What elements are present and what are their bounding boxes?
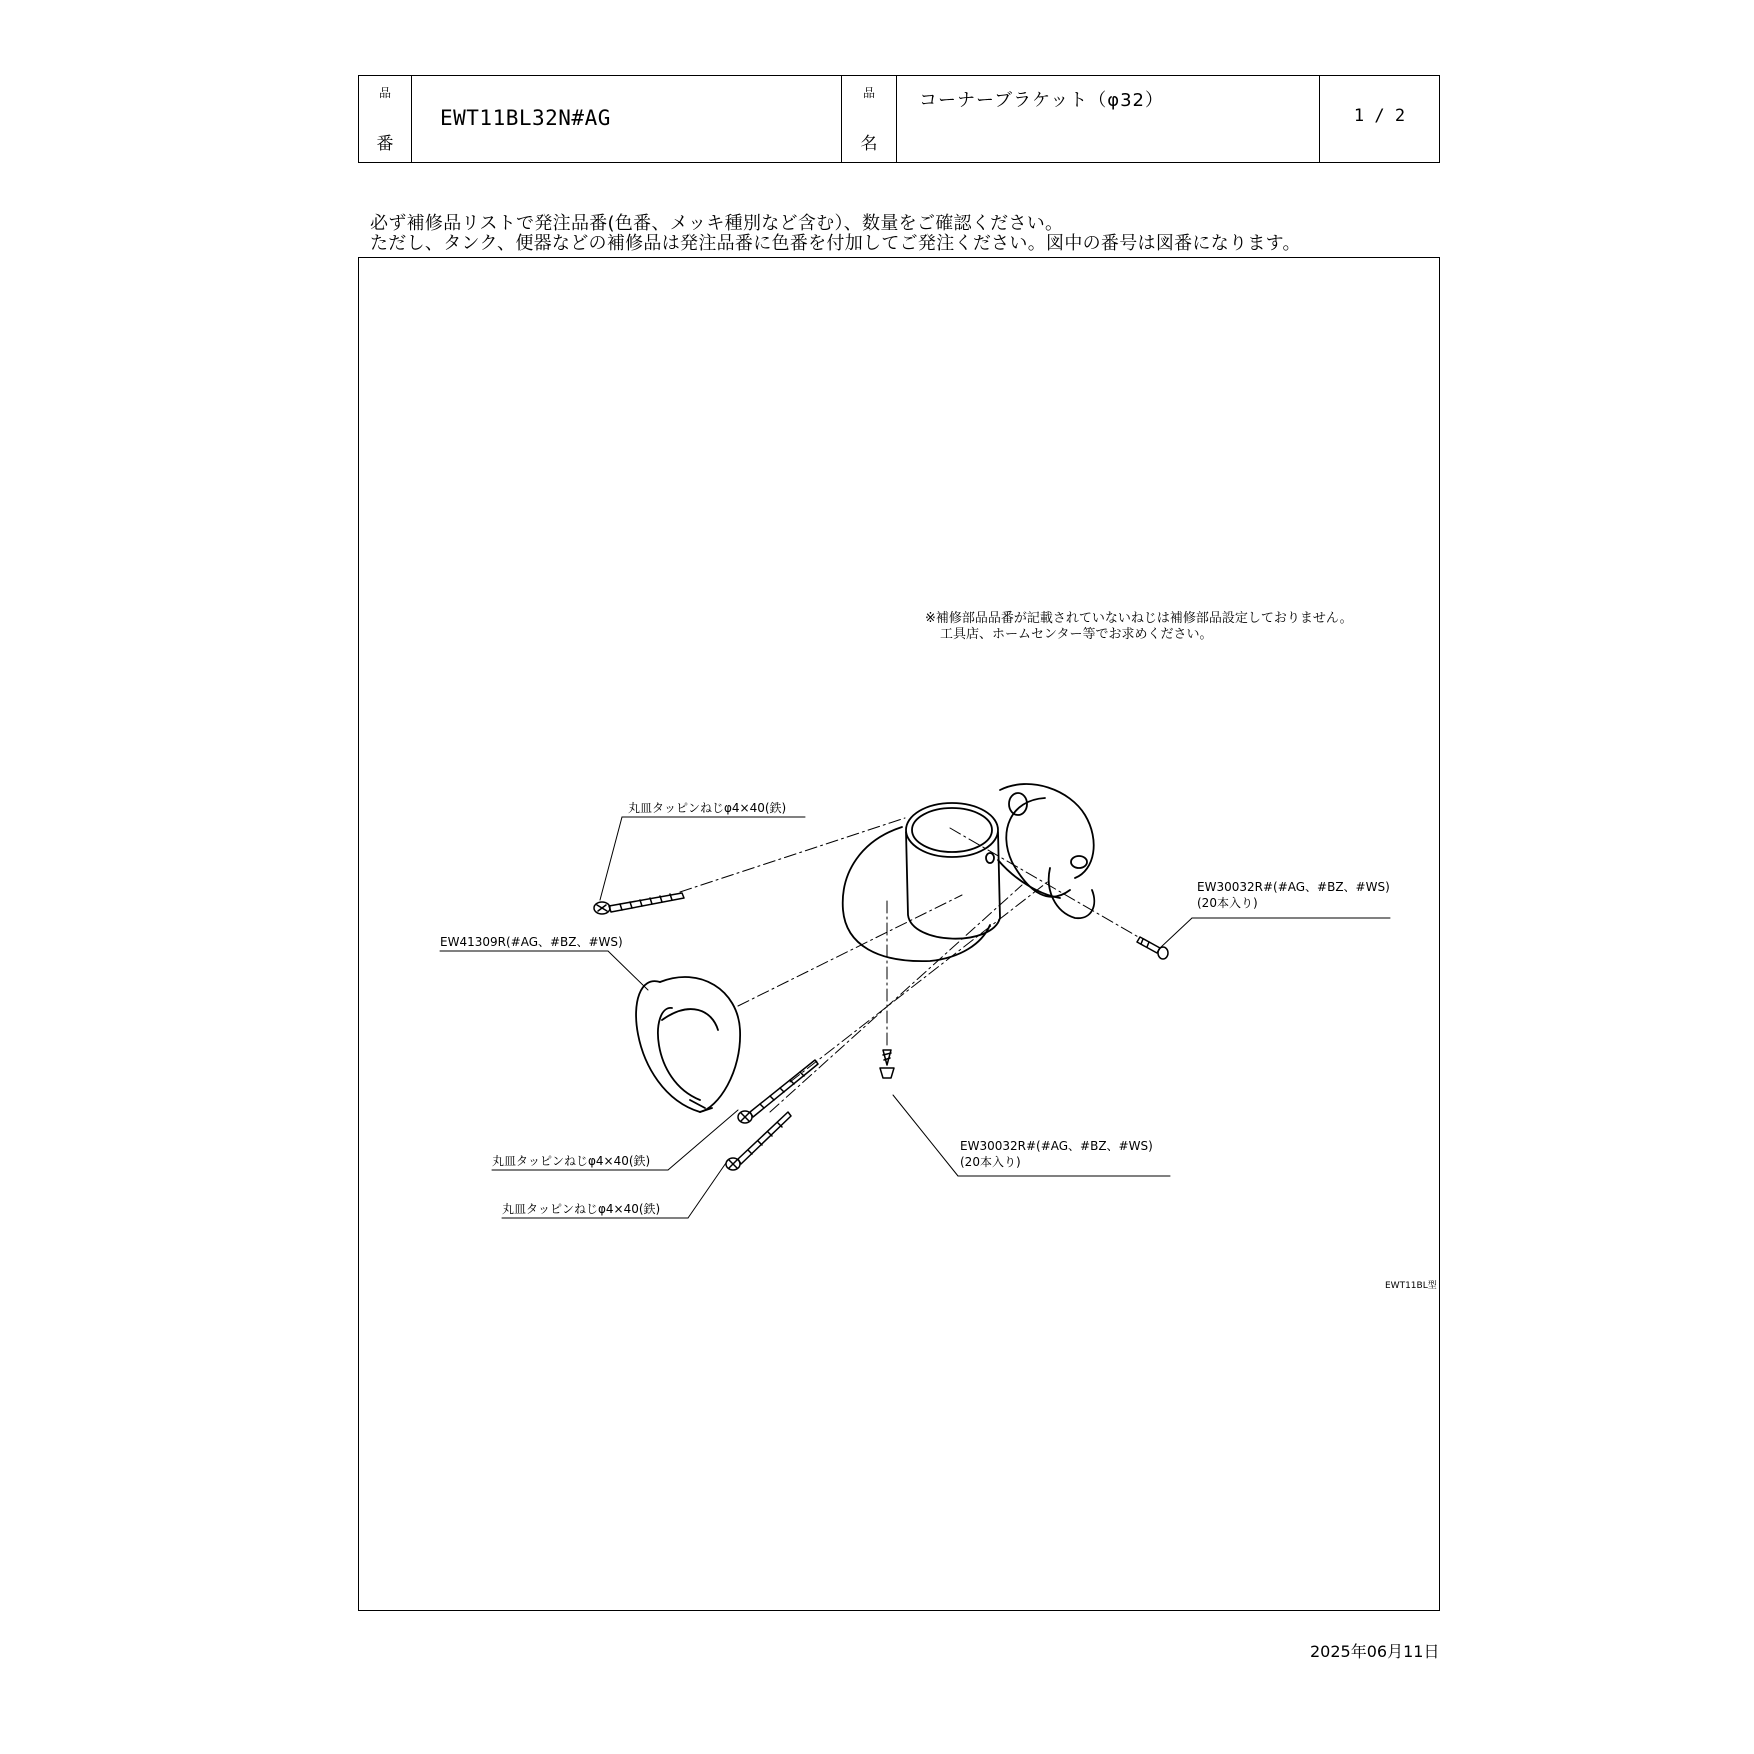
label-bottom-qty: (20本入り): [960, 1155, 1021, 1169]
label-screw-top: 丸皿タッピンねじφ4×40(鉄): [628, 801, 787, 815]
issue-date: 2025年06月11日: [1310, 1642, 1440, 1661]
notice-line-2: ただし、タンク、便器などの補修品は発注品番に色番を付加してご発注ください。図中の番号は図番になります。: [370, 233, 1301, 254]
diagram-note-line-2: 工具店、ホームセンター等でお求めください。: [940, 627, 1213, 642]
screw-mid: [738, 1060, 818, 1123]
notice-line-1: 必ず補修品リストで発注品番(色番、メッキ種別など含む）、数量をご確認ください。: [370, 213, 1064, 234]
screw-low: [726, 1112, 791, 1170]
part-number-label-top: 品: [378, 86, 391, 100]
label-right-qty: (20本入り): [1197, 896, 1258, 910]
label-bottom-part: EW30032R#(#AG、#BZ、#WS): [960, 1139, 1153, 1153]
screw-top: [594, 893, 684, 914]
label-screw-low: 丸皿タッピンねじφ4×40(鉄): [502, 1202, 661, 1216]
part-name-label-top: 品: [862, 86, 875, 100]
end-cap: [636, 977, 740, 1112]
part-number-label-bottom: 番: [376, 134, 394, 154]
part-number: EWT11BL32N#AG: [440, 106, 611, 130]
part-name-label-bottom: 名: [860, 134, 878, 154]
screw-right: [1137, 937, 1168, 959]
label-screw-mid: 丸皿タッピンねじφ4×40(鉄): [492, 1154, 651, 1168]
part-name: コーナーブラケット（φ32）: [919, 90, 1164, 111]
model-tag: EWT11BL型: [1385, 1281, 1437, 1291]
label-right-part: EW30032R#(#AG、#BZ、#WS): [1197, 880, 1390, 894]
label-end-cap: EW41309R(#AG、#BZ、#WS): [440, 935, 623, 949]
screw-bottom: [880, 1050, 894, 1078]
corner-bracket: [843, 784, 1095, 961]
diagram-note-line-1: ※補修部品品番が記載されていないねじは補修部品設定しておりません。: [925, 611, 1353, 626]
page-count: 1 / 2: [1353, 106, 1406, 126]
